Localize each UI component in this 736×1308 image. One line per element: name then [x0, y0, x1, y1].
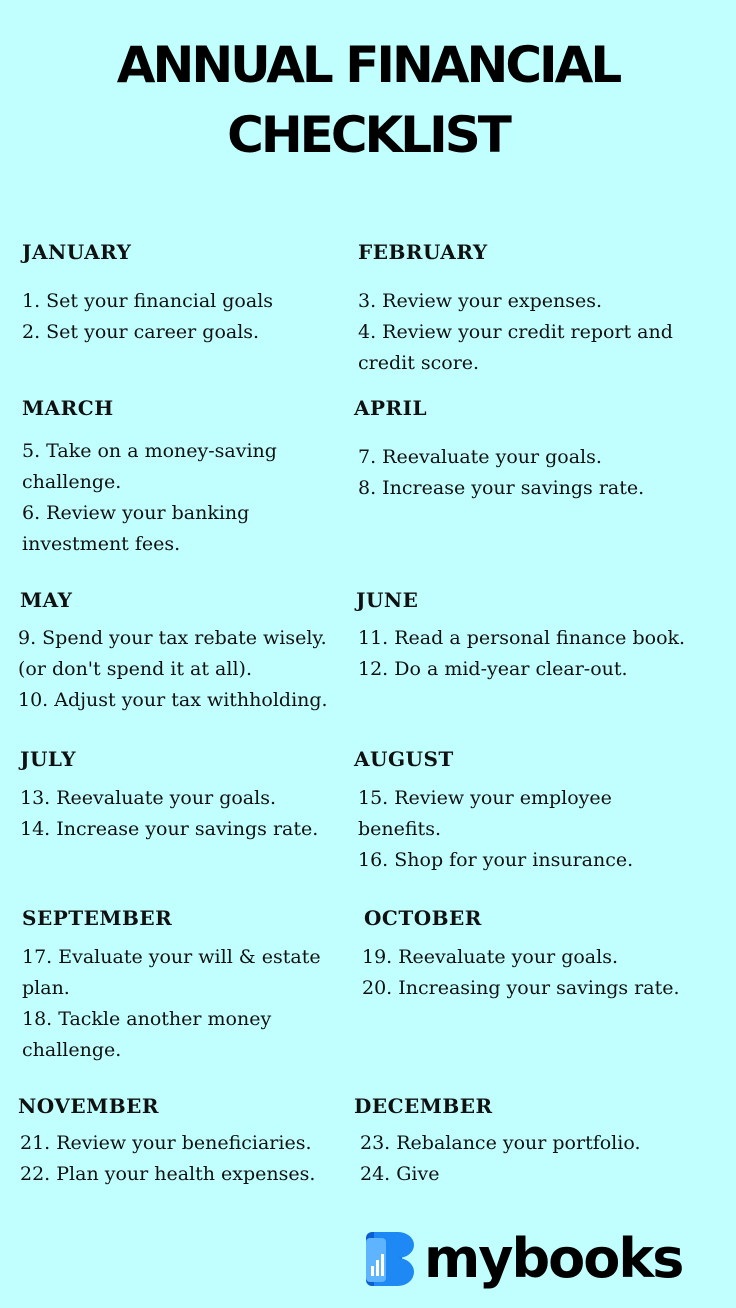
month-name: JANUARY — [22, 240, 132, 264]
month-march — [22, 396, 322, 560]
checklist-item: 17. Evaluate your will & estate plan. — [22, 946, 321, 999]
checklist-item: 12. Do a mid-year clear-out. — [358, 658, 628, 680]
month-name: OCTOBER — [364, 906, 482, 930]
checklist-item: 2. Set your career goals. — [22, 321, 260, 343]
checklist-item: 18. Tackle another money challenge. — [22, 1008, 272, 1061]
month-october — [362, 906, 722, 1004]
month-name: JUNE — [356, 588, 419, 612]
month-april — [354, 396, 694, 504]
page-title — [0, 30, 736, 170]
checklist — [18, 1128, 348, 1190]
month-november — [18, 1094, 348, 1190]
checklist-item: 22. Plan your health expenses. — [20, 1163, 316, 1185]
month-june — [356, 588, 716, 685]
month-may — [18, 588, 348, 716]
checklist-item: 21. Review your beneficiaries. — [20, 1132, 312, 1154]
month-name: MAY — [20, 588, 73, 612]
checklist — [358, 286, 698, 379]
month-name: SEPTEMBER — [22, 906, 173, 930]
checklist-item: 13. Reevaluate your goals. — [20, 787, 276, 809]
month-name: FEBRUARY — [358, 240, 488, 264]
page-title-line-1: ANNUAL FINANCIAL — [116, 36, 620, 94]
month-february — [358, 240, 698, 379]
checklist-item: 20. Increasing your savings rate. — [362, 977, 680, 999]
month-name: APRIL — [354, 396, 428, 420]
checklist-item: 23. Rebalance your portfolio. — [360, 1132, 641, 1154]
month-january — [22, 240, 342, 348]
month-july — [20, 747, 340, 845]
checklist-item: 10. Adjust your tax withholding. — [18, 689, 328, 711]
checklist — [18, 623, 348, 716]
brand-logo — [364, 1226, 724, 1292]
month-name: DECEMBER — [354, 1094, 493, 1118]
month-august — [354, 747, 654, 876]
page-title-line-2: CHECKLIST — [227, 106, 509, 164]
month-name: MARCH — [22, 396, 114, 420]
checklist — [354, 783, 654, 876]
month-september — [22, 906, 342, 1066]
checklist-item: 6. Review your banking investment fees. — [22, 502, 250, 555]
checklist-item: 15. Review your employee benefits. — [358, 787, 612, 840]
checklist-item: 9. Spend your tax rebate wisely. (or don't spend it at all). — [18, 627, 327, 680]
checklist — [22, 436, 322, 560]
month-name: JULY — [20, 747, 76, 771]
checklist-item: 4. Review your credit report and credit score. — [358, 321, 673, 374]
checklist — [20, 783, 340, 845]
checklist-item: 7. Reevaluate your goals. — [358, 446, 602, 468]
checklist — [356, 623, 716, 685]
checklist-item: 19. Reevaluate your goals. — [362, 946, 618, 968]
checklist-item: 11. Read a personal finance book. — [358, 627, 686, 649]
month-name: AUGUST — [354, 747, 454, 771]
month-name: NOVEMBER — [18, 1094, 160, 1118]
checklist-item: 14. Increase your savings rate. — [20, 818, 319, 840]
checklist — [354, 442, 694, 504]
checklist-item: 24. Give — [360, 1163, 440, 1185]
checklist-item: 3. Review your expenses. — [358, 290, 602, 312]
brand-wordmark: mybooks — [424, 1227, 683, 1290]
checklist — [22, 286, 342, 348]
checklist — [354, 1128, 694, 1190]
mybooks-logo-icon — [364, 1230, 416, 1288]
month-december — [354, 1094, 694, 1190]
checklist-item: 16. Shop for your insurance. — [358, 849, 634, 871]
checklist — [22, 942, 342, 1066]
checklist-item: 5. Take on a money-saving challenge. — [22, 440, 277, 493]
checklist-item: 8. Increase your savings rate. — [358, 477, 645, 499]
checklist — [362, 942, 722, 1004]
checklist-item: 1. Set your financial goals — [22, 290, 274, 312]
